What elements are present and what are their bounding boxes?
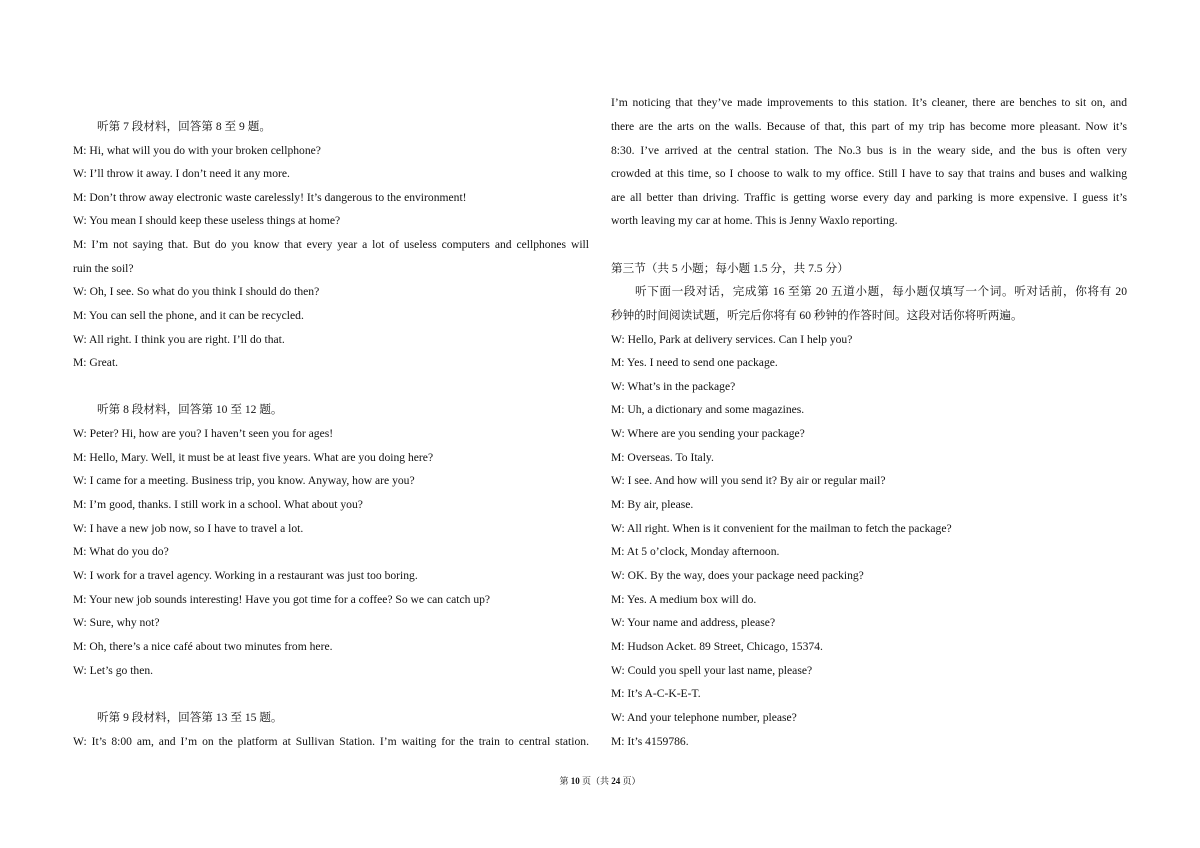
dialogue-line: M: Uh, a dictionary and some magazines. — [611, 403, 805, 416]
section-3-heading: 第三节（共 5 小题；每小题 1.5 分，共 7.5 分） — [611, 262, 849, 275]
monologue-line: worth leaving my car at home. This is Jenny Waxlo reporting. — [611, 214, 898, 227]
footer-suffix: 页） — [620, 776, 641, 786]
dialogue-line: M: Great. — [73, 356, 119, 369]
footer-prefix: 第 — [559, 776, 571, 786]
dialogue-line: M: What do you do? — [73, 545, 169, 558]
dialogue-line: W: OK. By the way, does your package need packing? — [611, 569, 864, 582]
total-pages: 24 — [611, 776, 621, 786]
dialogue-line: M: Hi, what will you do with your broken cellphone? — [73, 144, 321, 157]
instructions-line: 秒钟的时间阅读试题，听完后你将有 60 秒钟的作答时间。这段对话你将听两遍。 — [611, 309, 1023, 322]
dialogue-line: W: All right. I think you are right. I’ll do that. — [73, 333, 285, 346]
dialogue-line: W: I came for a meeting. Business trip, you know. Anyway, how are you? — [73, 474, 415, 487]
dialogue-line: M: Oh, there’s a nice café about two minutes from here. — [73, 640, 333, 653]
dialogue-line: W: Let’s go then. — [73, 664, 154, 677]
dialogue-line: W: Sure, why not? — [73, 616, 160, 629]
dialogue-line: W: Where are you sending your package? — [611, 427, 805, 440]
dialogue-line: W: What’s in the package? — [611, 380, 736, 393]
dialogue-line: W: I see. And how will you send it? By air or regular mail? — [611, 474, 886, 487]
monologue-line: crowded at this time, so I choose to walk to my office. Still I have to say that trains and buses and walking — [611, 167, 1127, 180]
dialogue-line: M: By air, please. — [611, 498, 694, 511]
dialogue-line: M: Yes. A medium box will do. — [611, 593, 757, 606]
dialogue-line: M: It’s A-C-K-E-T. — [611, 687, 701, 700]
dialogue-line: M: Overseas. To Italy. — [611, 451, 714, 464]
dialogue-line: W: Could you spell your last name, please? — [611, 664, 813, 677]
dialogue-line: M: Hudson Acket. 89 Street, Chicago, 15374. — [611, 640, 823, 653]
dialogue-line: W: Hello, Park at delivery services. Can I help you? — [611, 333, 853, 346]
section-heading-9: 听第 9 段材料，回答第 13 至 15 题。 — [97, 711, 283, 724]
dialogue-line: M: I’m good, thanks. I still work in a school. What about you? — [73, 498, 363, 511]
dialogue-line: M: Hello, Mary. Well, it must be at least five years. What are you doing here? — [73, 451, 434, 464]
dialogue-line: M: Yes. I need to send one package. — [611, 356, 778, 369]
monologue-line: W: It’s 8:00 am, and I’m on the platform at Sullivan Station. I’m waiting for the train to central station. — [73, 735, 589, 748]
dialogue-line: M: Your new job sounds interesting! Have you got time for a coffee? So we can catch up? — [73, 593, 491, 606]
section-heading-8: 听第 8 段材料，回答第 10 至 12 题。 — [97, 403, 283, 416]
dialogue-line: W: I have a new job now, so I have to travel a lot. — [73, 522, 304, 535]
dialogue-line: W: You mean I should keep these useless things at home? — [73, 214, 341, 227]
dialogue-line: W: I’ll throw it away. I don’t need it any more. — [73, 167, 290, 180]
dialogue-line: M: You can sell the phone, and it can be recycled. — [73, 309, 304, 322]
dialogue-line: W: Oh, I see. So what do you think I should do then? — [73, 285, 320, 298]
instructions-line: 听下面一段对话，完成第 16 至第 20 五道小题，每小题仅填写一个词。听对话前，你将有 20 — [635, 285, 1127, 298]
dialogue-line: ruin the soil? — [73, 262, 134, 275]
dialogue-line: W: And your telephone number, please? — [611, 711, 797, 724]
dialogue-line: W: Your name and address, please? — [611, 616, 776, 629]
dialogue-line: M: I’m not saying that. But do you know that every year a lot of useless computers and cellphones will — [73, 238, 589, 251]
section-heading-7: 听第 7 段材料，回答第 8 至 9 题。 — [97, 120, 271, 133]
dialogue-line: M: At 5 o’clock, Monday afternoon. — [611, 545, 780, 558]
dialogue-line: W: I work for a travel agency. Working in a restaurant was just too boring. — [73, 569, 418, 582]
monologue-line: I’m noticing that they’ve made improvements to this station. It’s cleaner, there are benches to sit on, and — [611, 96, 1127, 109]
dialogue-line: M: It’s 4159786. — [611, 735, 689, 748]
footer-middle: 页（共 — [579, 776, 612, 786]
page-number: 10 — [570, 776, 580, 786]
page-footer — [0, 775, 1200, 787]
monologue-line: 8:30. I’ve arrived at the central station. The No.3 bus is in the weary side, and the bus is often very — [611, 144, 1127, 157]
dialogue-line: W: Peter? Hi, how are you? I haven’t seen you for ages! — [73, 427, 334, 440]
monologue-line: are all better than driving. Traffic is getting worse every day and parking is more expensive. I guess it’s — [611, 191, 1127, 204]
dialogue-line: W: All right. When is it convenient for the mailman to fetch the package? — [611, 522, 952, 535]
monologue-line: there are the arts on the walls. Because of that, this part of my trip has become more pleasant. Now it’s — [611, 120, 1127, 133]
dialogue-line: M: Don’t throw away electronic waste carelessly! It’s dangerous to the environment! — [73, 191, 467, 204]
